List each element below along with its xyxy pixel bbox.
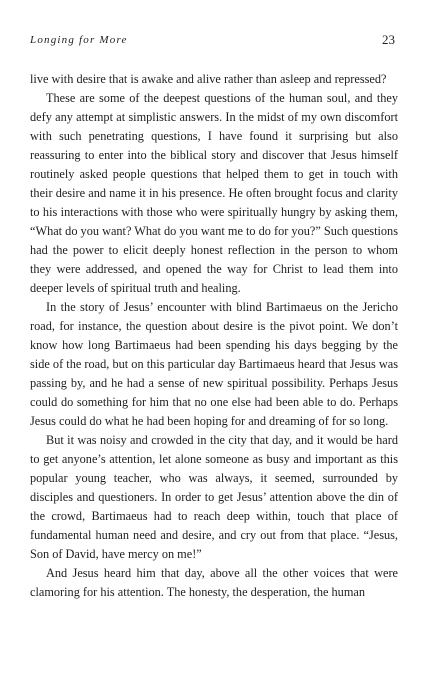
paragraph: But it was noisy and crowded in the city that day, and it would be hard to get anyone’s attention, let alone someone as busy and important as this popular young teacher, who was always, it seemed, surrounded by disciples and questioners. In order to get Jesus’ attention above the din of the crowd, Bartimaeus had to reach deep within, touch that place of fundamental human need and desire, and cry out from that place. “Jesus, Son of David, have mercy on me!” — [30, 433, 398, 561]
body-text — [30, 70, 398, 602]
page-number: 23 — [382, 32, 395, 47]
paragraph: And Jesus heard him that day, above all the other voices that were clamoring for his attention. The honesty, the desperation, the human — [30, 566, 398, 599]
paragraph: These are some of the deepest questions of the human soul, and they defy any attempt at simplistic answers. In the midst of my own discomfort with such penetrating questions, I have found it surprising but also reassuring to enter into the biblical story and discover that Jesus himself routinely asked people questions that helped them to get in touch with their desire and name it in his presence. He often brought focus and clarity to his interactions with those who were spiritually hungry by asking them, “What do you want? What do you want me to do for you?” Such questions had the power to elicit deeply honest reflection in the person to whom they were addressed, and opened the way for Christ to lead them into deeper levels of spiritual truth and healing. — [30, 91, 398, 295]
running-title: Longing for More — [30, 34, 128, 46]
paragraph-continued: live with desire that is awake and alive rather than asleep and repressed? — [30, 72, 387, 86]
paragraph: In the story of Jesus’ encounter with blind Bartimaeus on the Jericho road, for instance, the question about desire is the pivot point. We don’t know how long Bartimaeus had been spending his days begging by the side of the road, but on this particular day Bartimaeus heard that Jesus was passing by, and he had a sense of new spiritual possibility. Perhaps Jesus could do something for him that no one else had been able to do. Perhaps Jesus could do what he had been hoping for and dreaming of for so long. — [30, 300, 398, 428]
running-header — [30, 34, 395, 50]
